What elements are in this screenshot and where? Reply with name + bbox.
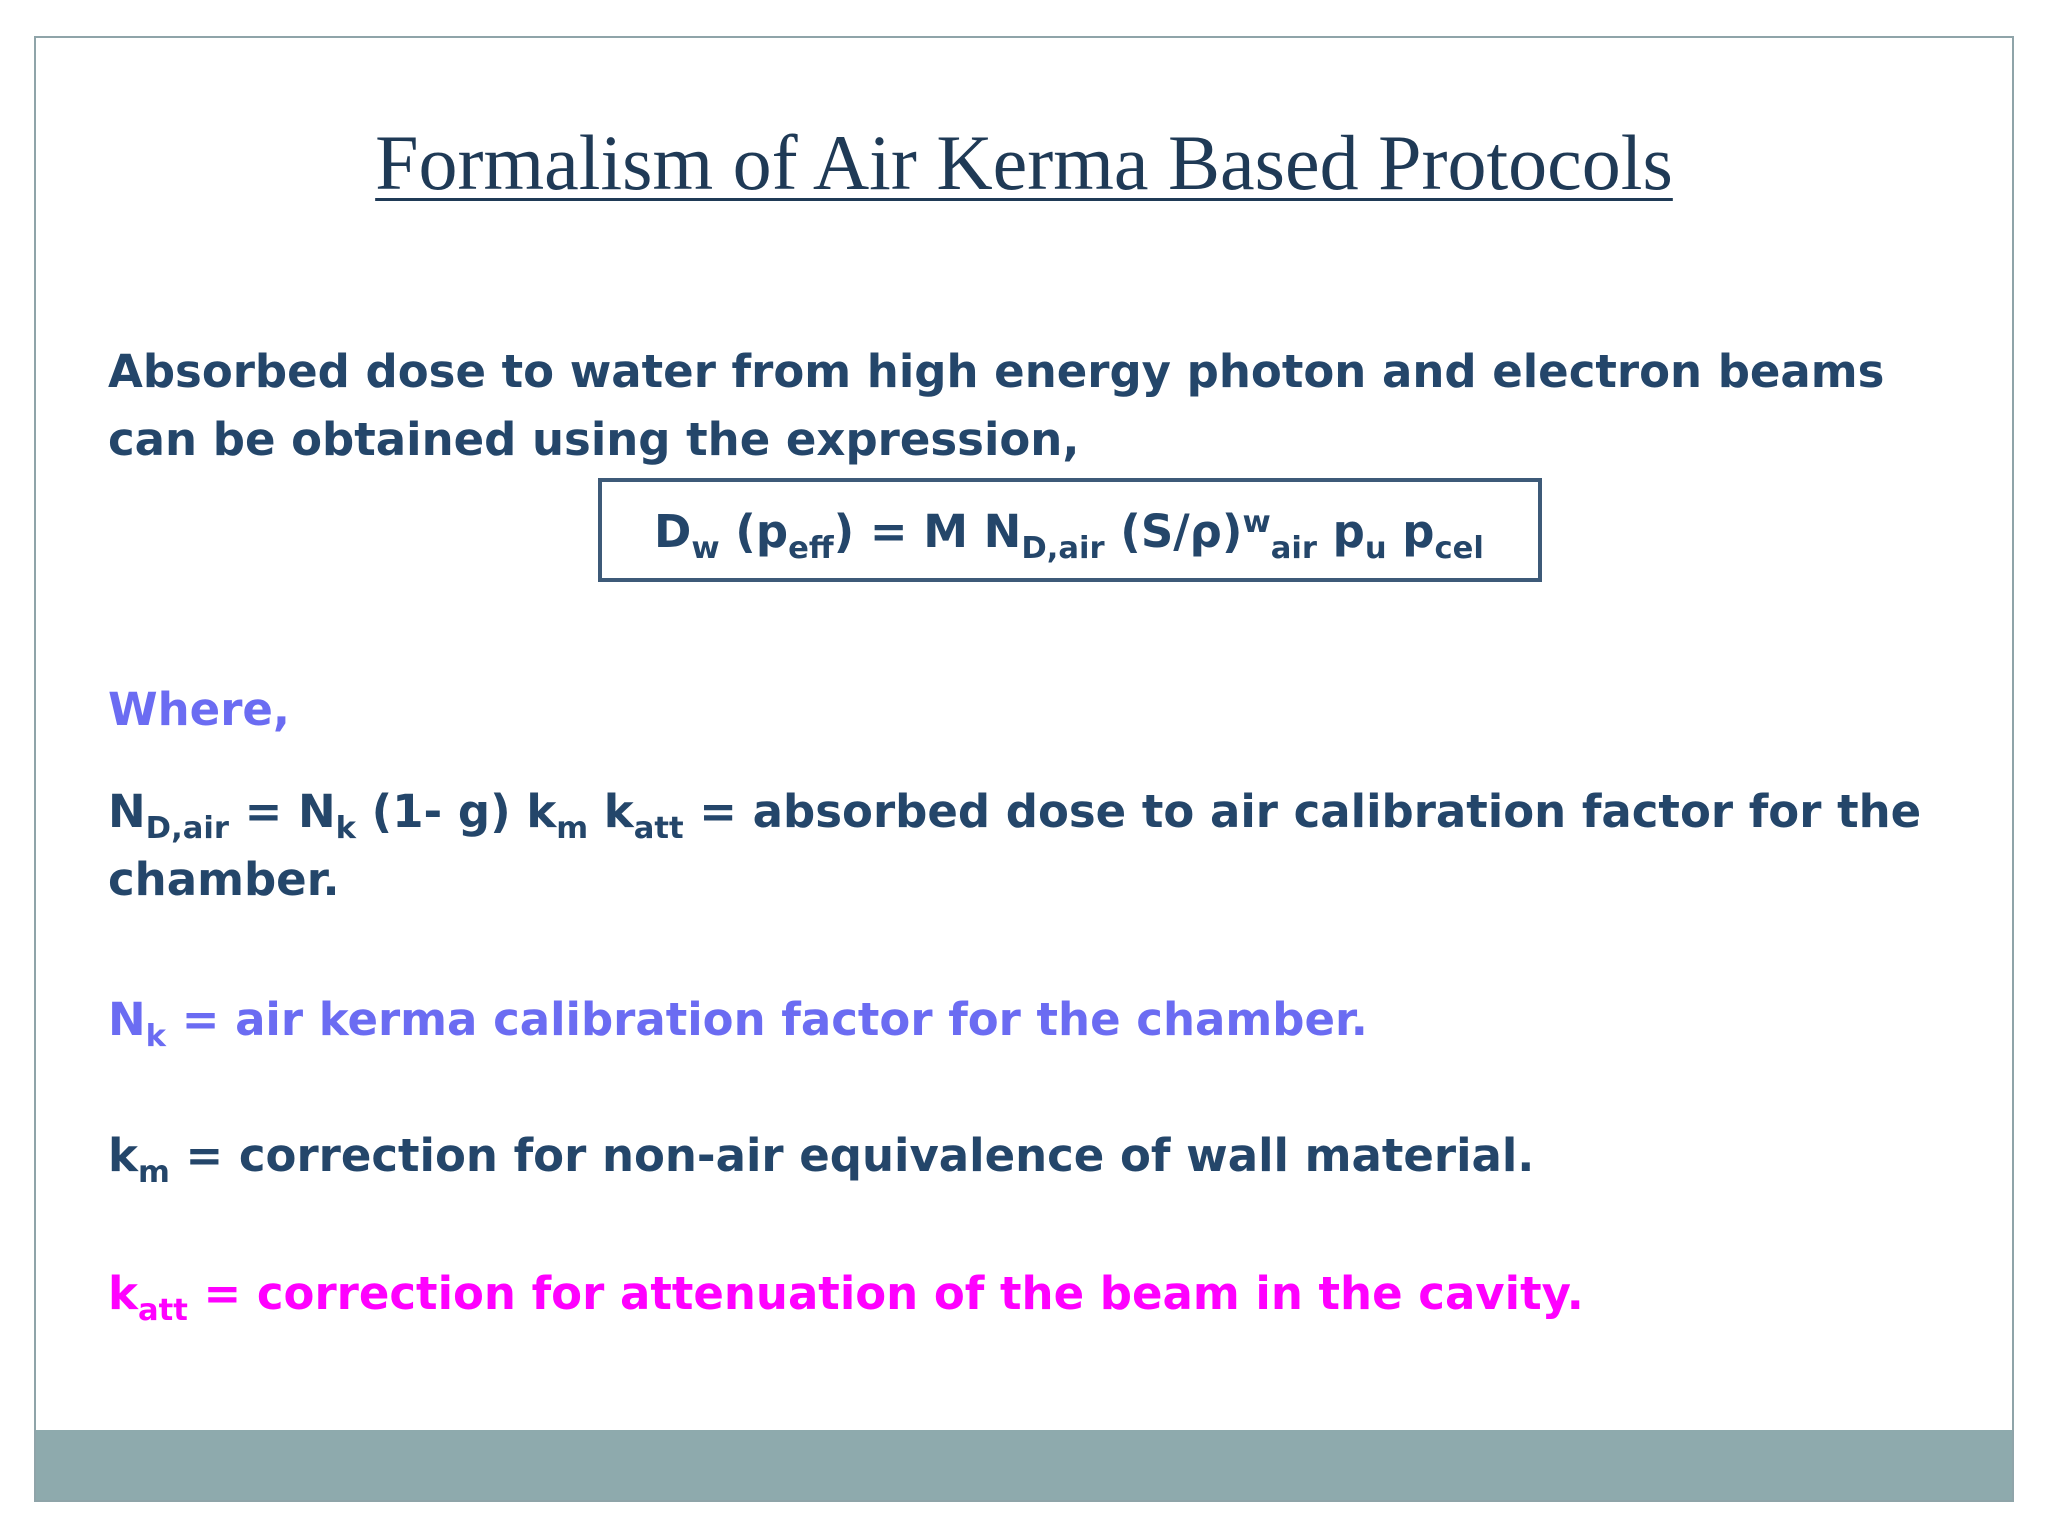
slide-title: Formalism of Air Kerma Based Protocols <box>375 119 1673 206</box>
footer-bar <box>36 1430 2012 1500</box>
definition-katt: $k_{att}$ = correction for attenuation of the beam in the cavity. <box>108 1267 1584 1328</box>
slide <box>34 36 2014 1502</box>
dose-formula: $D_w$ $(p_{eff}) = M$ $N_{D,air}$ $(S/\rho)^w_{air}$ $p_u$ $p_{cel}$ <box>654 504 1484 566</box>
intro-paragraph: Absorbed dose to water from high energy photon and electron beams can be obtained using the expression, <box>108 345 1885 466</box>
definition-nk: $N_k$ = air kerma calibration factor for the chamber. <box>108 993 1368 1054</box>
where-label: Where, <box>108 683 290 736</box>
definition-nd-air: $N_{D,air} = N_k$ (1- g) $k_m$ $k_{att}$ = absorbed dose to air calibration factor for the chamber. <box>108 785 1922 906</box>
formula-box <box>598 478 1542 582</box>
definition-km: $k_m$ = correction for non-air equivalence of wall material. <box>108 1129 1535 1190</box>
